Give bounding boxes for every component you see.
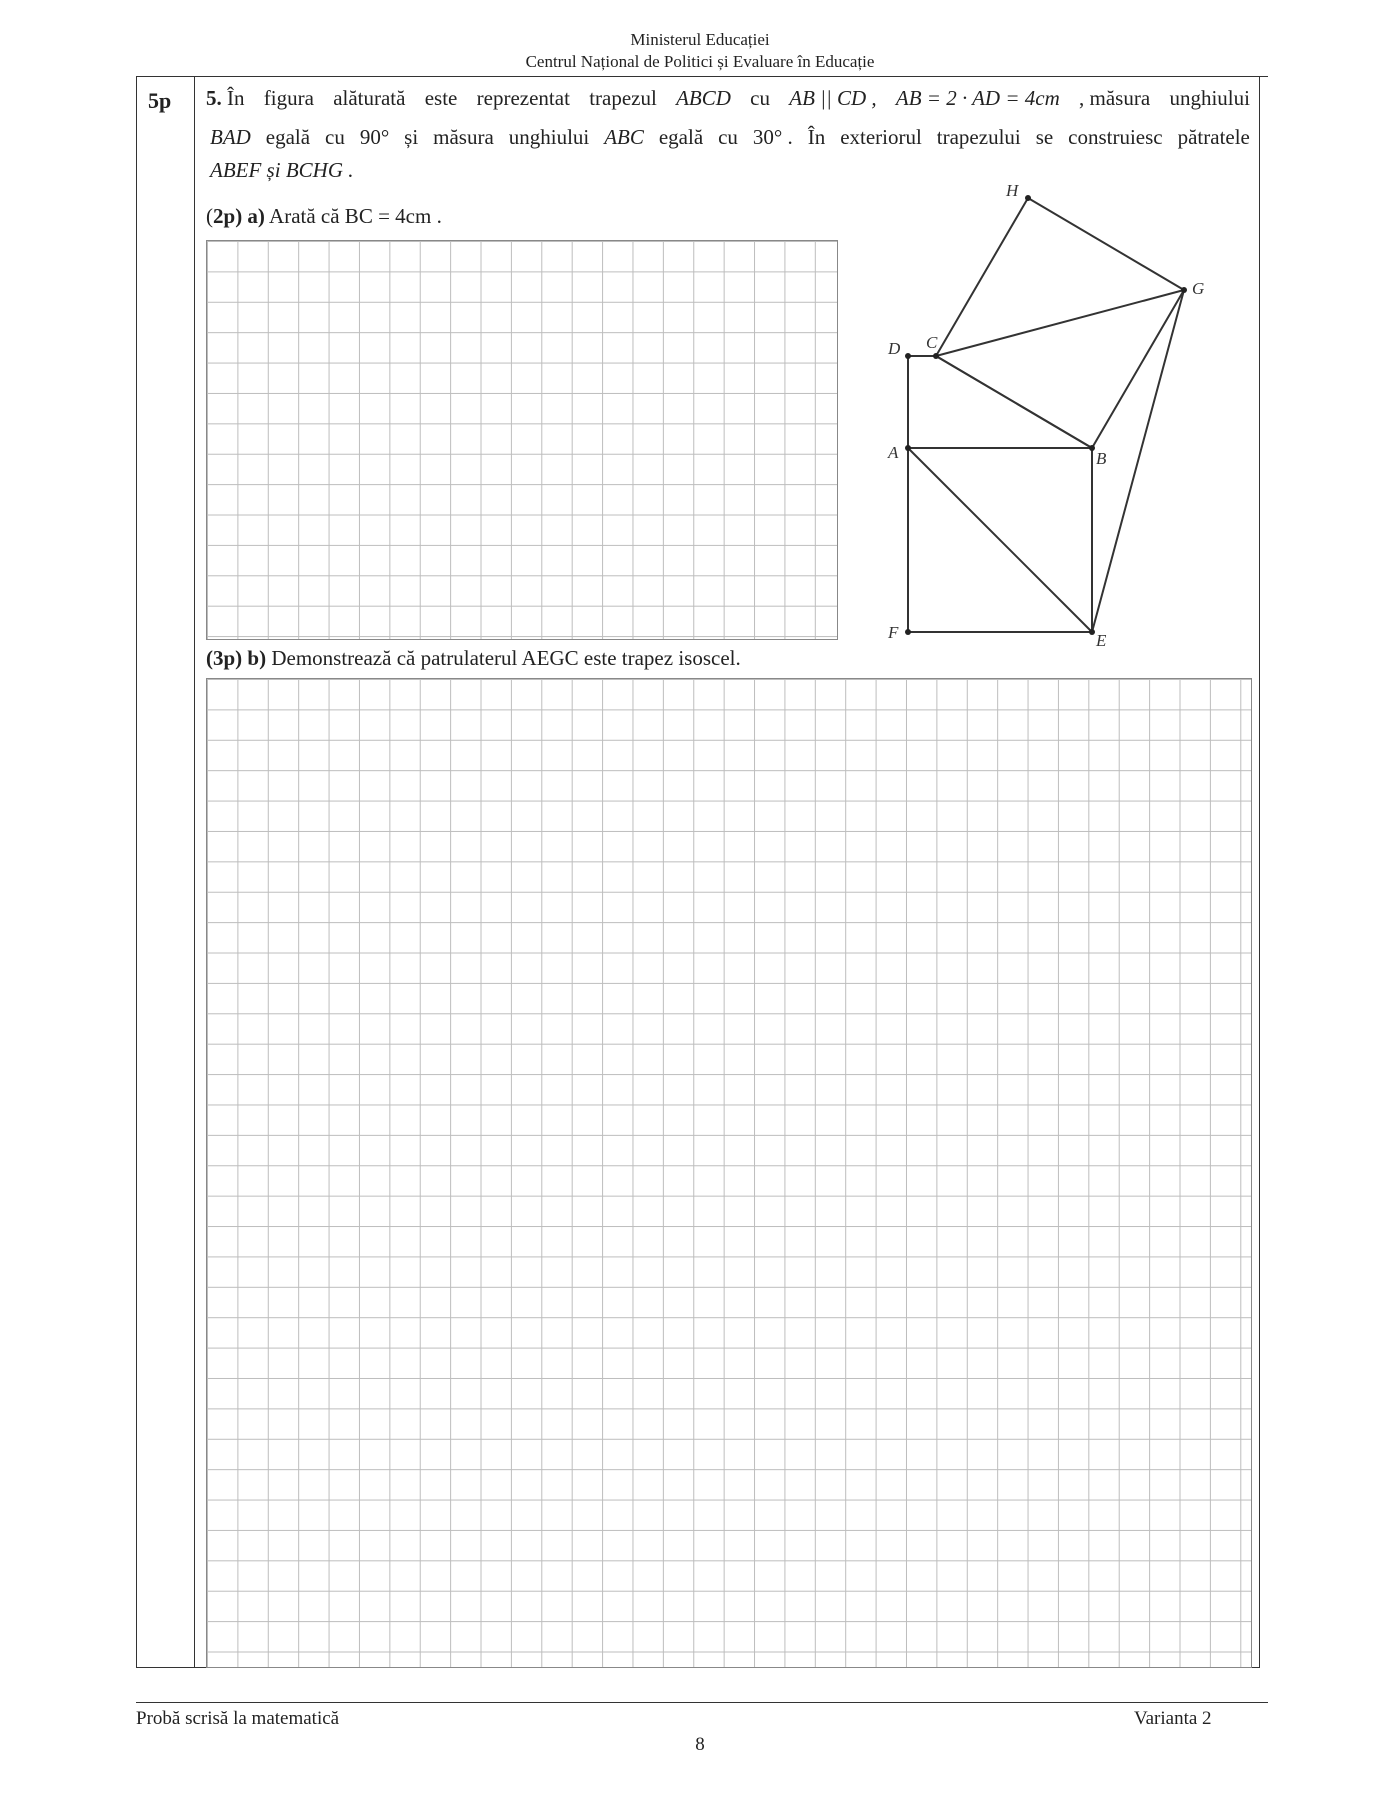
word: măsura [433,125,494,149]
word: și [404,125,419,149]
answer-grid-b[interactable] [206,678,1252,1668]
word: se [1035,125,1054,149]
word: exteriorul [840,125,922,149]
word: construiesc [1068,125,1163,149]
math-squares: ABEF și BCHG . [210,158,354,182]
part-a-label: (2p) a) [206,204,265,228]
word: unghiului [508,125,590,149]
statement-line-3 [210,158,353,183]
exercise-number: 5. [206,86,222,110]
point-b [1089,445,1095,451]
segment-cg [936,290,1184,356]
math-30: 30° . [752,125,793,149]
word: egală [265,125,311,149]
point-c [933,353,939,359]
math-abc: ABC [604,125,644,149]
part-b-prompt [206,646,741,671]
word: reprezentat [476,86,570,110]
label-h: H [1006,181,1019,200]
math-bad: BAD [210,125,251,149]
word: cu [325,125,345,149]
word: egală [658,125,704,149]
geometry-figure [870,170,1230,650]
header-center: Centrul Național de Politici și Evaluare în Educație [525,52,875,71]
word: În [807,125,826,149]
point-a [905,445,911,451]
word: Î [227,86,234,110]
label-e: E [1096,631,1107,650]
label-b: B [1096,449,1107,468]
points-column-divider [194,76,195,1668]
label-a: A [888,443,899,462]
part-b-text: Demonstrează că patrulaterul AEGC este trapez isoscel. [271,646,741,670]
statement-line-2 [210,125,1250,150]
word: cu [718,125,738,149]
part-a-prompt [206,204,442,229]
label-d: D [888,339,901,358]
label-f: F [888,623,899,642]
page-number: 8 [695,1734,705,1755]
word: cu [750,86,770,110]
label-c: C [926,333,938,352]
math-lengths: AB = 2 · AD = 4cm [895,86,1060,110]
point-f [905,629,911,635]
word: trapezul [589,86,657,110]
point-e [1089,629,1095,635]
part-b-label: (3p) b) [206,646,267,670]
math-90: 90° [359,125,390,149]
word: pătratele [1177,125,1250,149]
footer-rule [136,1702,1268,1703]
label-g: G [1192,279,1205,298]
word: figura [263,86,314,110]
math-parallel: AB || CD , [789,86,877,110]
footer-subject: Probă scrisă la matematică [136,1708,340,1729]
word: trapezului [936,125,1021,149]
answer-grid-a[interactable] [206,240,838,640]
segment-ae [908,448,1092,632]
trapezoid-abcd [908,356,1092,448]
header-ministry: Ministerul Educației [630,30,770,49]
point-d [905,353,911,359]
word: este [424,86,458,110]
points-value: 5p [148,88,172,113]
part-a-text: Arată că BC = 4cm . [269,204,442,228]
footer-variant: Varianta 2 [1134,1708,1212,1729]
point-h [1025,195,1031,201]
word: n [234,86,245,110]
point-g [1181,287,1187,293]
math-abcd: ABCD [676,86,731,110]
statement-line-1 [206,86,1250,111]
word: unghiului [1169,86,1250,110]
word: alăturată [333,86,406,110]
word: , măsura [1079,86,1151,110]
